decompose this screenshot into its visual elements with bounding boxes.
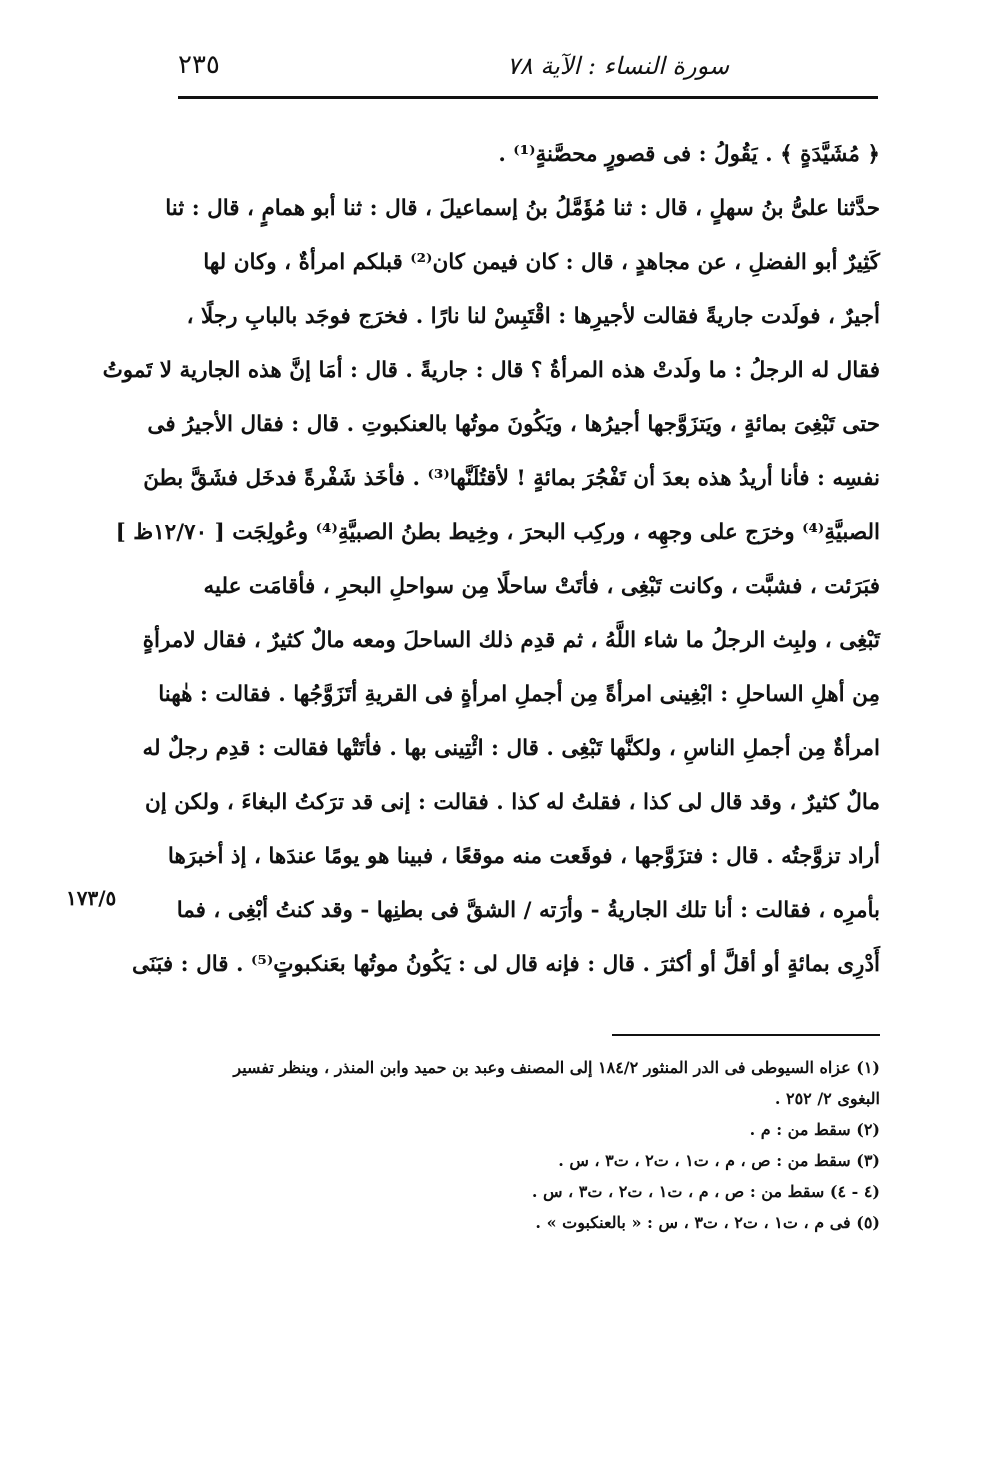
footnote: (٢) سقط من : م .	[749, 1120, 880, 1139]
body-line: فبَرَئت ، فشبَّت ، وكانت تَبْغِى ، فأتَتْ ساحلًا مِن سواحلِ البحرِ ، فأقامَت عليه	[203, 574, 880, 599]
running-title: سورة النساء : الآية ٧٨	[506, 52, 730, 80]
body-line: أَدْرِى بمائةٍ أو أقلَّ أو أكثرَ . قال : فإنه قال لى : يَكُونُ موتُها بعَنكبوتٍ⁽⁵⁾ . قال : فبَنَى	[132, 952, 880, 977]
body-line: تَبْغِى ، ولبِث الرجلُ ما شاء اللَّهُ ، ثم قدِم ذلك الساحلَ ومعه مالٌ كثيرٌ ، فقال لامرأةٍ	[142, 628, 880, 653]
body-line: نفسِه : فأنا أريدُ هذه بعدَ أن تَفْجُرَ بمائةٍ ! لأقتُلَنَّها⁽³⁾ . فأخَذ شَفْرةً فدخَل فشَقَّ بطنَ	[143, 466, 880, 491]
footnotes	[160, 1052, 880, 1238]
body-line: مالٌ كثيرٌ ، وقد قال لى كذا ، فقلتُ له كذا . فقالت : إنى قد ترَكتُ البغاءَ ، ولكن إن	[145, 790, 880, 815]
body-line: مِن أهلِ الساحلِ : ابْغِينى امرأةً مِن أجملِ امرأةٍ فى القريةِ أتَزَوَّجُها . فقالت : هٰهنا	[158, 682, 880, 707]
page-header	[178, 40, 878, 88]
body-line: فقال له الرجلُ : ما ولَدتْ هذه المرأةُ ؟ قال : جاريةً . قال : أمَا إنَّ هذه الجارية لا تَموتُ	[102, 358, 880, 383]
body-line: امرأةٌ مِن أجملِ الناسِ ، ولكنَّها تَبْغِى . قال : ائْتِينى بها . فأتَتْها فقالت : قدِم رجلٌ له	[142, 736, 880, 761]
body-line: أراد تزوَّجتُه . قال : فتزَوَّجها ، فوقَعت منه موقعًا ، فبينا هو يومًا عندَها ، إذ أخبرَها	[167, 844, 880, 869]
footnote: البغوى ٢/ ٢٥٢ .	[774, 1089, 880, 1108]
body-line: حدَّثنا علىُّ بنُ سهلٍ ، قال : ثنا مُؤَمَّلُ بنُ إسماعيلَ ، قال : ثنا أبو همامٍ ، قال : ثنا	[165, 196, 880, 221]
footnote: (٥) فى م ، ت١ ، ت٢ ، ت٣ ، س : « بالعنكبوت » .	[535, 1213, 880, 1232]
footnote-rule	[612, 1034, 880, 1036]
header-rule	[178, 96, 878, 99]
footnote: (٣) سقط من : ص ، م ، ت١ ، ت٢ ، ت٣ ، س .	[558, 1151, 880, 1170]
footnote: (٤ - ٤) سقط من : ص ، م ، ت١ ، ت٢ ، ت٣ ، س .	[531, 1182, 880, 1201]
margin-volume-page-ref: ١٧٣/٥	[66, 886, 117, 910]
page-number: ٢٣٥	[178, 50, 220, 80]
body-line: الصبيَّةِ⁽⁴⁾ وخرَج على وجهِه ، وركِب البحرَ ، وخِيط بطنُ الصبيَّةِ⁽⁴⁾ وعُولِجَت [ ١٢/٧٠ظ ]	[115, 520, 880, 545]
footnote: (١) عزاه السيوطى فى الدر المنثور ١٨٤/٢ إلى المصنف وعبد بن حميد وابن المنذر ، وينظر تفسير	[233, 1058, 880, 1077]
body-line: كَثِيرٌ أبو الفضلِ ، عن مجاهدٍ ، قال : كان فيمن كان⁽²⁾ قبلكم امرأةٌ ، وكان لها	[203, 250, 880, 275]
body-line: حتى تَبْغِىَ بمائةٍ ، ويَتزَوَّجها أجيرُها ، ويَكُونَ موتُها بالعنكبوتِ . قال : فقال الأجيرُ فى	[147, 412, 880, 437]
body-line: ﴿ مُشَيَّدَةٍ ﴾ . يَقُولُ : فى قصورٍ محصَّنةٍ⁽¹⁾ .	[498, 142, 880, 167]
body-text	[102, 128, 880, 992]
body-line: بأمرِه ، فقالت : أنا تلك الجاريةُ - وأرَته / الشقَّ فى بطنِها - وقد كنتُ أبْغِى ، فما	[176, 898, 880, 923]
body-line: أجيرٌ ، فولَدت جاريةً فقالت لأجيرِها : اقْتَبِسْ لنا نارًا . فخرَج فوجَد بالبابِ رجلًا ،	[186, 304, 880, 329]
